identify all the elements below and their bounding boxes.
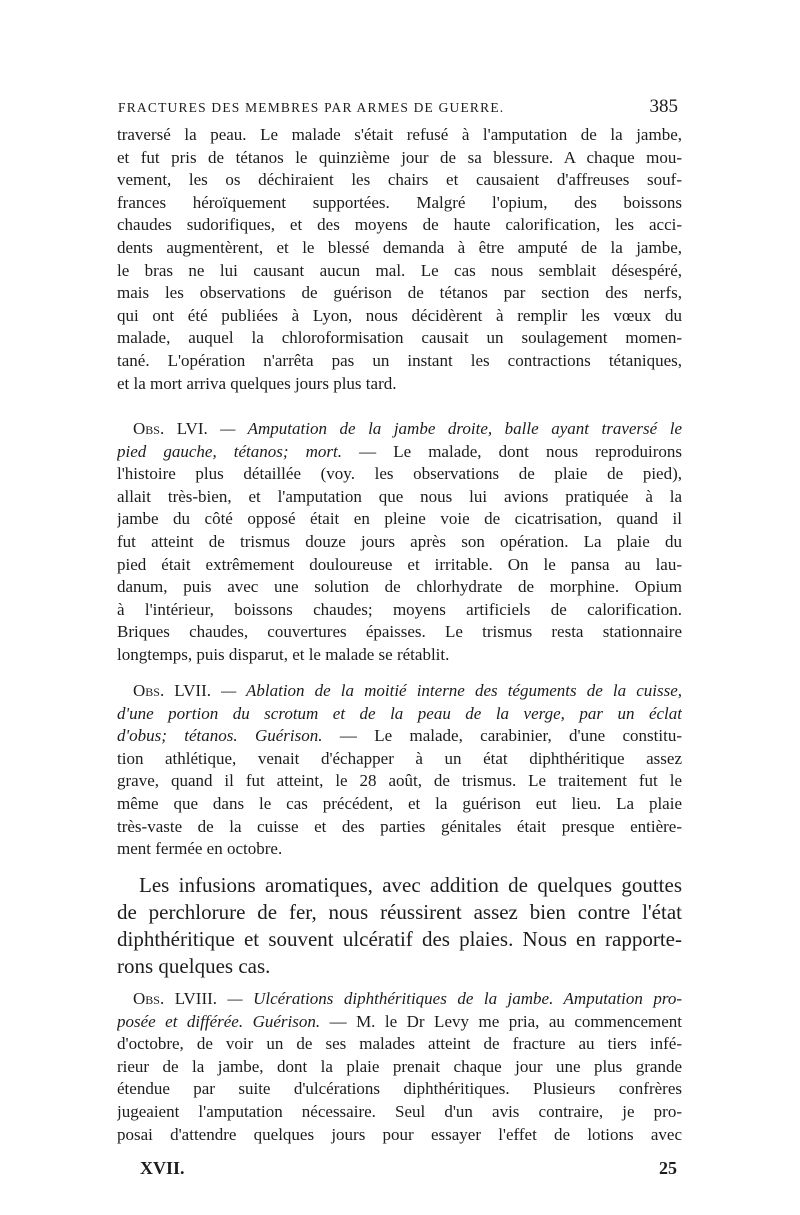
observation-heading-line xyxy=(117,725,682,748)
observation-number: Obs. LVII. xyxy=(133,681,211,700)
observation-title: — Amputation de la jambe droite, balle ayant traversé le xyxy=(220,419,682,438)
text-line: frances héroïquement supportées. Malgré l'opium, des boissons xyxy=(117,192,682,212)
page-number: 385 xyxy=(649,96,678,117)
observation-number: Obs. LVIII. xyxy=(133,989,218,1008)
text-line: étendue par suite d'ulcérations diphthéritiques. Plusieurs confrères xyxy=(117,1079,682,1099)
text-line: qui ont été publiées à Lyon, nous décidèrent à remplir les vœux du xyxy=(117,305,682,325)
sheet-number: 25 xyxy=(659,1158,677,1178)
text-line: et la mort arriva quelques jours plus tard. xyxy=(117,373,397,393)
text-line: mais les observations de guérison de tétanos par section des nerfs, xyxy=(117,283,682,303)
running-title: FRACTURES DES MEMBRES PAR ARMES DE GUERRE. xyxy=(118,100,505,115)
text-line: Briques chaudes, couvertures épaisses. Le trismus resta stationnaire xyxy=(117,622,682,642)
text-line: tané. L'opération n'arrêta pas un instant les contractions tétaniques, xyxy=(117,350,682,370)
observation-heading-line xyxy=(117,1011,682,1034)
observation-title: pied gauche, tétanos; mort. xyxy=(117,441,343,461)
summary-paragraph xyxy=(117,872,682,980)
text-line: longtemps, puis disparut, et le malade se rétablit. xyxy=(117,644,450,664)
text-line: rieur de la jambe, dont la plaie prenait chaque jour une plus grande xyxy=(117,1056,682,1076)
observation-title: d'une portion du scrotum et de la peau de la verge, par un éclat xyxy=(117,703,682,723)
text-line: l'histoire plus détaillée (voy. les observations de plaie de pied), xyxy=(117,464,682,484)
observation-58 xyxy=(117,988,682,1146)
text-run: — Le malade, carabinier, d'une constitu- xyxy=(339,726,682,746)
text-line: le bras ne lui causant aucun mal. Le cas nous semblait désespéré, xyxy=(117,260,682,280)
continuation-paragraph xyxy=(117,124,682,395)
text-line: de perchlorure de fer, nous réussirent assez bien contre l'état xyxy=(117,900,682,924)
text-line: Les infusions aromatiques, avec addition de quelques gouttes xyxy=(139,873,682,897)
observation-56 xyxy=(117,418,682,667)
text-run: — Le malade, dont nous reproduirons xyxy=(359,441,682,461)
text-line: danum, puis avec une solution de chlorhydrate de morphine. Opium xyxy=(117,577,682,597)
text-line: malade, auquel la chloroformisation causait un soulagement momen- xyxy=(117,328,682,348)
text-line: traversé la peau. Le malade s'était refusé à l'amputation de la jambe, xyxy=(117,125,682,144)
observation-title: d'obus; tétanos. Guérison. xyxy=(117,726,323,746)
text-line: posai d'attendre quelques jours pour essayer l'effet de lotions avec xyxy=(117,1124,682,1144)
observation-57 xyxy=(117,680,682,861)
text-line: pied était extrêmement douloureuse et irritable. On le pansa au lau- xyxy=(117,554,682,574)
text-line: d'octobre, de voir un de ses malades atteint de fracture au tiers infé- xyxy=(117,1034,682,1054)
text-line: vement, les os déchiraient les chairs et causaient d'affreuses souf- xyxy=(117,170,682,190)
text-line: et fut pris de tétanos le quinzième jour de sa blessure. A chaque mou- xyxy=(117,147,682,167)
observation-number: Obs. LVI. xyxy=(133,419,208,438)
text-line: dents augmentèrent, et le blessé demanda à être amputé de la jambe, xyxy=(117,237,682,257)
text-run: — M. le Dr Levy me pria, au commencement xyxy=(329,1011,682,1031)
text-line: à l'intérieur, boissons chaudes; moyens artificiels de calorification. xyxy=(117,599,682,619)
text-line: chaudes sudorifiques, et des moyens de haute calorification, les acci- xyxy=(117,215,682,235)
text-line: tion athlétique, venait d'échapper à un état diphthéritique assez xyxy=(117,748,682,768)
page-header xyxy=(118,96,678,118)
text-line: allait très-bien, et l'amputation que nous lui avions pratiquée à la xyxy=(117,486,682,506)
signature-mark: XVII. xyxy=(140,1158,185,1178)
observation-title: posée et différée. Guérison. xyxy=(117,1011,321,1031)
observation-heading-line xyxy=(117,988,682,1011)
observation-heading-line xyxy=(117,680,682,703)
observation-heading-line xyxy=(117,441,682,464)
observation-title: — Ablation de la moitié interne des téguments de la cuisse, xyxy=(221,681,682,700)
observation-heading-line xyxy=(117,418,682,441)
text-line: grave, quand il fut atteint, le 28 août, de trismus. Le traitement fut le xyxy=(117,771,682,791)
text-line: ment fermée en octobre. xyxy=(117,839,283,859)
text-line: très-vaste de la cuisse et des parties génitales était presque entière- xyxy=(117,816,682,836)
text-line: rons quelques cas. xyxy=(117,954,271,978)
text-line: fut atteint de trismus douze jours après son opération. La plaie du xyxy=(117,531,682,551)
observation-title: — Ulcérations diphthéritiques de la jambe. Amputation pro- xyxy=(227,989,682,1008)
text-line: diphthéritique et souvent ulcératif des plaies. Nous en rapporte- xyxy=(117,927,682,951)
page-footer xyxy=(140,1158,677,1179)
text-line: jambe du côté opposé était en pleine voie de cicatrisation, quand il xyxy=(117,509,682,529)
text-line: même que dans le cas précédent, et la guérison eut lieu. La plaie xyxy=(117,793,682,813)
text-line: jugeaient l'amputation nécessaire. Seul d'un avis contraire, je pro- xyxy=(117,1101,682,1121)
